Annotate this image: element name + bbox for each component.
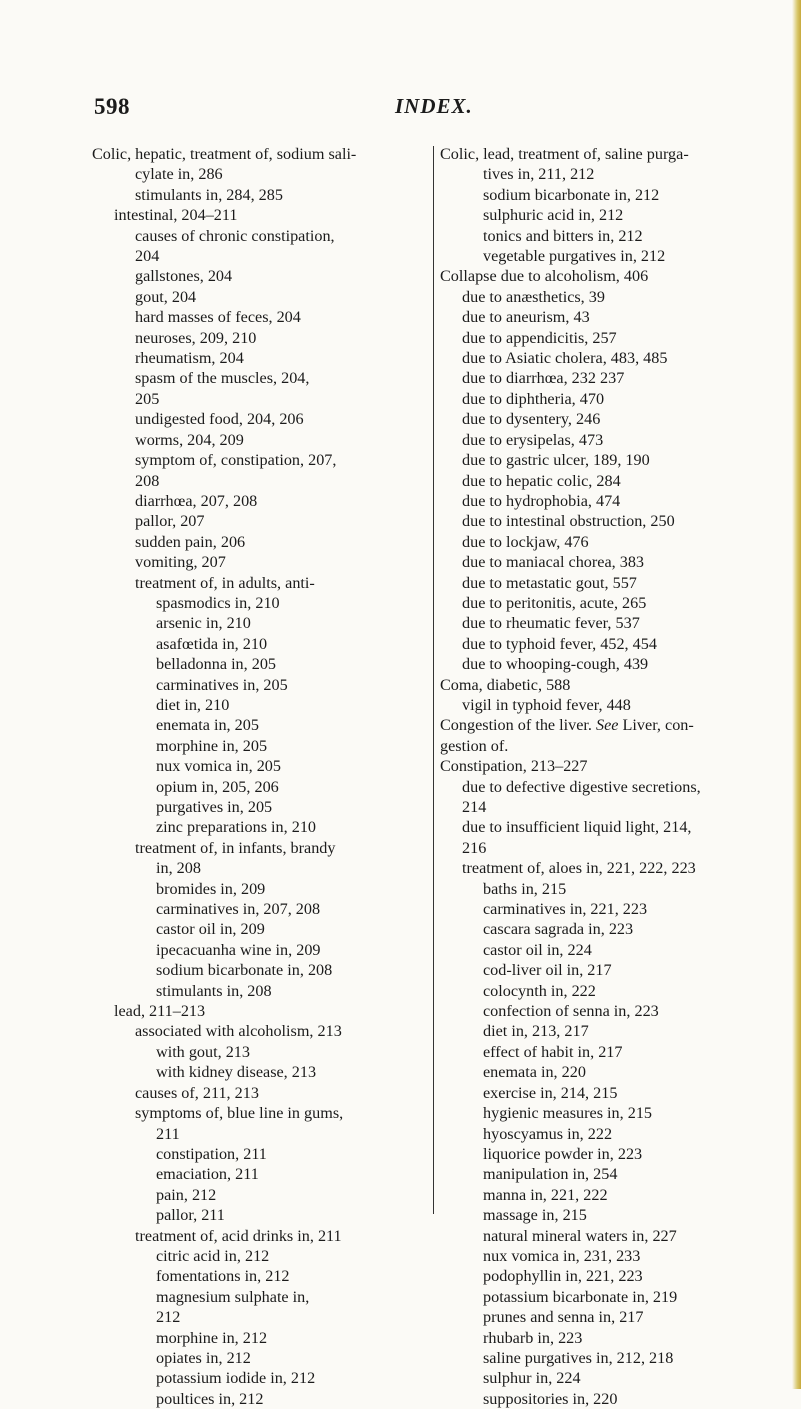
index-entry: 211	[156, 1124, 180, 1143]
index-entry: magnesium sulphate in,	[156, 1287, 310, 1306]
index-entry: sulphur in, 224	[483, 1369, 581, 1388]
index-entry: due to diphtheria, 470	[462, 389, 605, 408]
index-entry: treatment of, aloes in, 221, 222, 223	[462, 859, 696, 878]
index-entry: colocynth in, 222	[483, 981, 596, 1000]
index-entry: nux vomica in, 231, 233	[483, 1246, 641, 1265]
index-entry: prunes and senna in, 217	[483, 1308, 644, 1327]
index-entry: symptom of, constipation, 207,	[135, 451, 337, 470]
index-entry: due to dysentery, 246	[462, 410, 601, 429]
index-entry: vomiting, 207	[135, 553, 226, 572]
see-reference: See	[596, 716, 619, 735]
index-entry: enemata in, 205	[156, 716, 259, 735]
index-entry: confection of senna in, 223	[483, 1002, 659, 1021]
page-number: 598	[94, 94, 130, 119]
index-entry: asafœtida in, 210	[156, 634, 268, 653]
index-entry: rhubarb in, 223	[483, 1328, 583, 1347]
index-entry: poultices in, 212	[156, 1389, 264, 1408]
index-entry: treatment of, in adults, anti-	[135, 573, 315, 592]
page-edge	[792, 0, 801, 1389]
index-entry: due to Asiatic cholera, 483, 485	[462, 349, 668, 368]
index-entry: tives in, 211, 212	[483, 165, 595, 184]
index-entry: carminatives in, 205	[156, 675, 288, 694]
index-entry: due to hydrophobia, 474	[462, 491, 621, 510]
index-entry: symptoms of, blue line in gums,	[135, 1104, 344, 1123]
index-entry: liquorice powder in, 223	[483, 1144, 643, 1163]
index-entry: pallor, 207	[135, 512, 205, 531]
index-entry: due to gastric ulcer, 189, 190	[462, 451, 650, 470]
index-entry: cascara sagrada in, 223	[483, 920, 634, 939]
index-entry: vegetable purgatives in, 212	[483, 247, 666, 266]
index-entry: causes of, 211, 213	[135, 1083, 259, 1102]
index-entry: due to peritonitis, acute, 265	[462, 593, 647, 612]
index-entry: due to metastatic gout, 557	[462, 573, 637, 592]
index-entry: in, 208	[156, 859, 201, 878]
index-entry: due to lockjaw, 476	[462, 532, 589, 551]
index-entry: suppositories in, 220	[483, 1389, 618, 1408]
index-entry: hygienic measures in, 215	[483, 1104, 653, 1123]
index-entry: potassium bicarbonate in, 219	[483, 1287, 678, 1306]
index-entry: tonics and bitters in, 212	[483, 226, 643, 245]
index-entry: Collapse due to alcoholism, 406	[440, 267, 649, 286]
index-entry: zinc preparations in, 210	[156, 818, 317, 837]
index-entry: bromides in, 209	[156, 879, 266, 898]
index-entry: due to hepatic colic, 284	[462, 471, 621, 490]
index-entry: sodium bicarbonate in, 208	[156, 961, 333, 980]
index-entry: treatment of, in infants, brandy	[135, 838, 336, 857]
index-entry: manipulation in, 254	[483, 1165, 618, 1184]
index-entry: constipation, 211	[156, 1144, 267, 1163]
index-entry: due to aneurism, 43	[462, 308, 590, 327]
index-entry: arsenic in, 210	[156, 614, 251, 633]
index-entry: spasmodics in, 210	[156, 593, 280, 612]
index-entry: Colic, lead, treatment of, saline purga-	[440, 145, 689, 163]
index-entry: sudden pain, 206	[135, 532, 246, 551]
index-entry: ipecacuanha wine in, 209	[156, 940, 321, 959]
index-entry: due to typhoid fever, 452, 454	[462, 634, 657, 653]
index-entry: stimulants in, 208	[156, 981, 272, 1000]
index-entry: massage in, 215	[483, 1206, 587, 1225]
index-entry: with kidney disease, 213	[156, 1063, 317, 1082]
index-entry: cod-liver oil in, 217	[483, 961, 612, 980]
index-entry: due to anæsthetics, 39	[462, 287, 605, 306]
index-entry: gout, 204	[135, 287, 197, 306]
index-entry: exercise in, 214, 215	[483, 1083, 618, 1102]
index-entry: due to appendicitis, 257	[462, 328, 617, 347]
index-entry: natural mineral waters in, 227	[483, 1226, 677, 1245]
index-column-left	[92, 144, 428, 1409]
index-entry: hyoscyamus in, 222	[483, 1124, 613, 1143]
index-entry: effect of habit in, 217	[483, 1042, 623, 1061]
index-entry: diarrhœa, 207, 208	[135, 491, 258, 510]
index-entry: due to intestinal obstruction, 250	[462, 512, 675, 531]
index-entry: due to erysipelas, 473	[462, 430, 604, 449]
index-entry: with gout, 213	[156, 1042, 250, 1061]
column-divider	[433, 146, 434, 1214]
index-entry: saline purgatives in, 212, 218	[483, 1348, 674, 1367]
index-entry: neuroses, 209, 210	[135, 328, 257, 347]
index-entry: Colic, hepatic, treatment of, sodium sali-	[92, 145, 357, 163]
index-entry: lead, 211–213	[114, 1002, 206, 1021]
index-entry: Coma, diabetic, 588	[440, 675, 571, 694]
index-entry: podophyllin in, 221, 223	[483, 1267, 643, 1286]
index-entry: 214	[462, 798, 487, 816]
index-entry: due to whooping-cough, 439	[462, 655, 649, 674]
index-entry: opium in, 205, 206	[156, 777, 279, 796]
index-entry: Congestion of the liver. See Liver, con-	[440, 716, 694, 735]
index-entry: nux vomica in, 205	[156, 757, 281, 776]
index-entry: rheumatism, 204	[135, 349, 244, 368]
index-entry: causes of chronic constipation,	[135, 226, 335, 245]
index-entry: purgatives in, 205	[156, 798, 273, 816]
page-header	[0, 94, 801, 120]
index-entry: due to diarrhœa, 232 237	[462, 369, 625, 388]
index-entry: due to insufficient liquid light, 214,	[462, 818, 692, 837]
index-entry: 212	[156, 1308, 181, 1327]
index-entry: diet in, 213, 217	[483, 1022, 589, 1041]
index-entry: pallor, 211	[156, 1206, 225, 1225]
index-entry: due to maniacal chorea, 383	[462, 553, 645, 572]
running-head: INDEX.	[395, 94, 473, 118]
index-entry: worms, 204, 209	[135, 430, 244, 449]
index-column-right	[440, 144, 770, 1409]
index-entry: due to defective digestive secretions,	[462, 777, 701, 796]
index-entry: potassium iodide in, 212	[156, 1369, 316, 1388]
index-entry: opiates in, 212	[156, 1348, 251, 1367]
index-entry: citric acid in, 212	[156, 1246, 270, 1265]
index-entry: stimulants in, 284, 285	[135, 185, 283, 204]
index-entry: cylate in, 286	[135, 165, 223, 184]
index-entry: 208	[135, 471, 160, 490]
index-entry: treatment of, acid drinks in, 211	[135, 1226, 342, 1245]
index-entry: carminatives in, 207, 208	[156, 900, 321, 919]
index-entry: manna in, 221, 222	[483, 1185, 608, 1204]
index-entry: 204	[135, 247, 160, 266]
index-entry: fomentations in, 212	[156, 1267, 290, 1286]
index-entry: carminatives in, 221, 223	[483, 900, 648, 919]
index-entry: morphine in, 205	[156, 736, 268, 755]
index-entry: sulphuric acid in, 212	[483, 206, 624, 225]
index-entry: Constipation, 213–227	[440, 757, 588, 776]
index-entry: castor oil in, 209	[156, 920, 265, 939]
index-entry: 205	[135, 389, 160, 408]
index-entry: undigested food, 204, 206	[135, 410, 304, 429]
index-entry: belladonna in, 205	[156, 655, 277, 674]
index-entry: 216	[462, 838, 487, 857]
index-entry: morphine in, 212	[156, 1328, 268, 1347]
index-entry: emaciation, 211	[156, 1165, 259, 1184]
index-entry: gallstones, 204	[135, 267, 233, 286]
index-entry: gestion of.	[440, 736, 509, 755]
index-entry: hard masses of feces, 204	[135, 308, 301, 327]
index-entry: associated with alcoholism, 213	[135, 1022, 342, 1041]
index-entry: diet in, 210	[156, 695, 230, 714]
index-entry: vigil in typhoid fever, 448	[462, 695, 631, 714]
index-entry: baths in, 215	[483, 879, 567, 898]
index-entry: due to rheumatic fever, 537	[462, 614, 640, 633]
index-entry: spasm of the muscles, 204,	[135, 369, 310, 388]
index-entry: pain, 212	[156, 1185, 217, 1204]
index-entry: enemata in, 220	[483, 1063, 586, 1082]
index-entry: intestinal, 204–211	[114, 206, 238, 225]
index-entry: castor oil in, 224	[483, 940, 592, 959]
index-entry: sodium bicarbonate in, 212	[483, 185, 660, 204]
